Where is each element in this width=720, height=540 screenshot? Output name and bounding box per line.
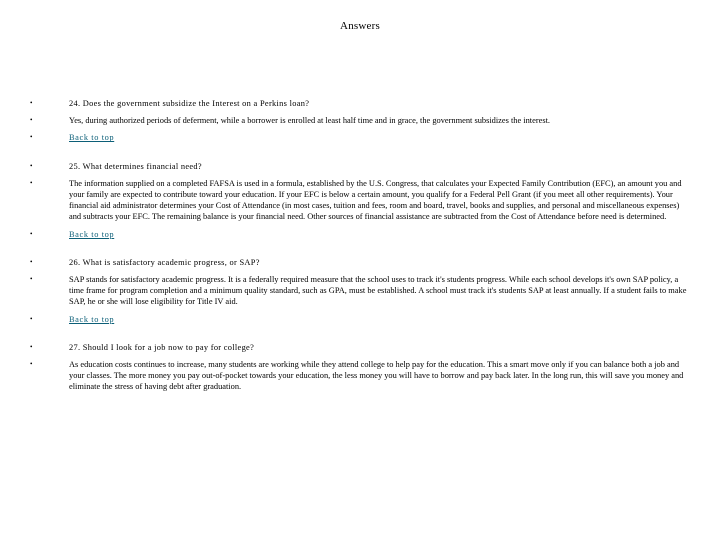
back-to-top-link[interactable]: Back to top: [69, 314, 115, 324]
list-item-back-link-25: [30, 229, 690, 240]
faq-answer-list: [30, 98, 690, 393]
question-25: • 25. What determines financial need?: [30, 161, 690, 172]
page-title: Answers: [340, 20, 380, 32]
question-26: • 26. What is satisfactory academic progress, or SAP?: [30, 257, 690, 268]
answer-24: • Yes, during authorized periods of deferment, while a borrower is enrolled at least half time and in grace, the government subsidizes the interest.: [30, 115, 690, 126]
list-item-back-link-24: [30, 132, 690, 143]
answer-27: • As education costs continues to increase, many students are working while they attend college to help pay for the education. This a smart move only if you can balance both a job and your classes. The more money you pay out-of-pocket towards your education, the less money you will have to borrow and pay back later. In the long run, this will save you money and eliminate the stress of having debt after graduation.: [30, 359, 690, 393]
question-27: • 27. Should I look for a job now to pay for college?: [30, 342, 690, 353]
answer-25: • The information supplied on a completed FAFSA is used in a formula, established by the U.S. Congress, that calculates your Expected Family Contribution (EFC), an amount you and your family are expected to contribute toward your education. If your EFC is below a certain amount, you qualify for a Federal Pell Grant (if you meet all other requirements). Your financial aid administrator determines your Cost of Attendance (in most cases, tuition and fees, room and board, travel, books and supplies, and personal and miscellaneous expenses) and subtracts your EFC. The remaining balance is your financial need. Other sources of financial assistance are subtracted from the Cost of Attendance before need is determined.: [30, 178, 690, 223]
answer-26: • SAP stands for satisfactory academic progress. It is a federally required measure that the school uses to track it's students progress. While each school develops it's own SAP policy, a time frame for program completion and a minimum quality standard, such as GPA, must be established. A school must track it's students SAP at least annually. If a student fails to make SAP, he or she will lose eligibility for Title IV aid.: [30, 274, 690, 308]
list-item-back-link-26: [30, 314, 690, 325]
question-24: • 24. Does the government subsidize the Interest on a Perkins loan?: [30, 98, 690, 109]
back-to-top-link[interactable]: Back to top: [69, 229, 115, 239]
back-to-top-link[interactable]: Back to top: [69, 133, 115, 143]
